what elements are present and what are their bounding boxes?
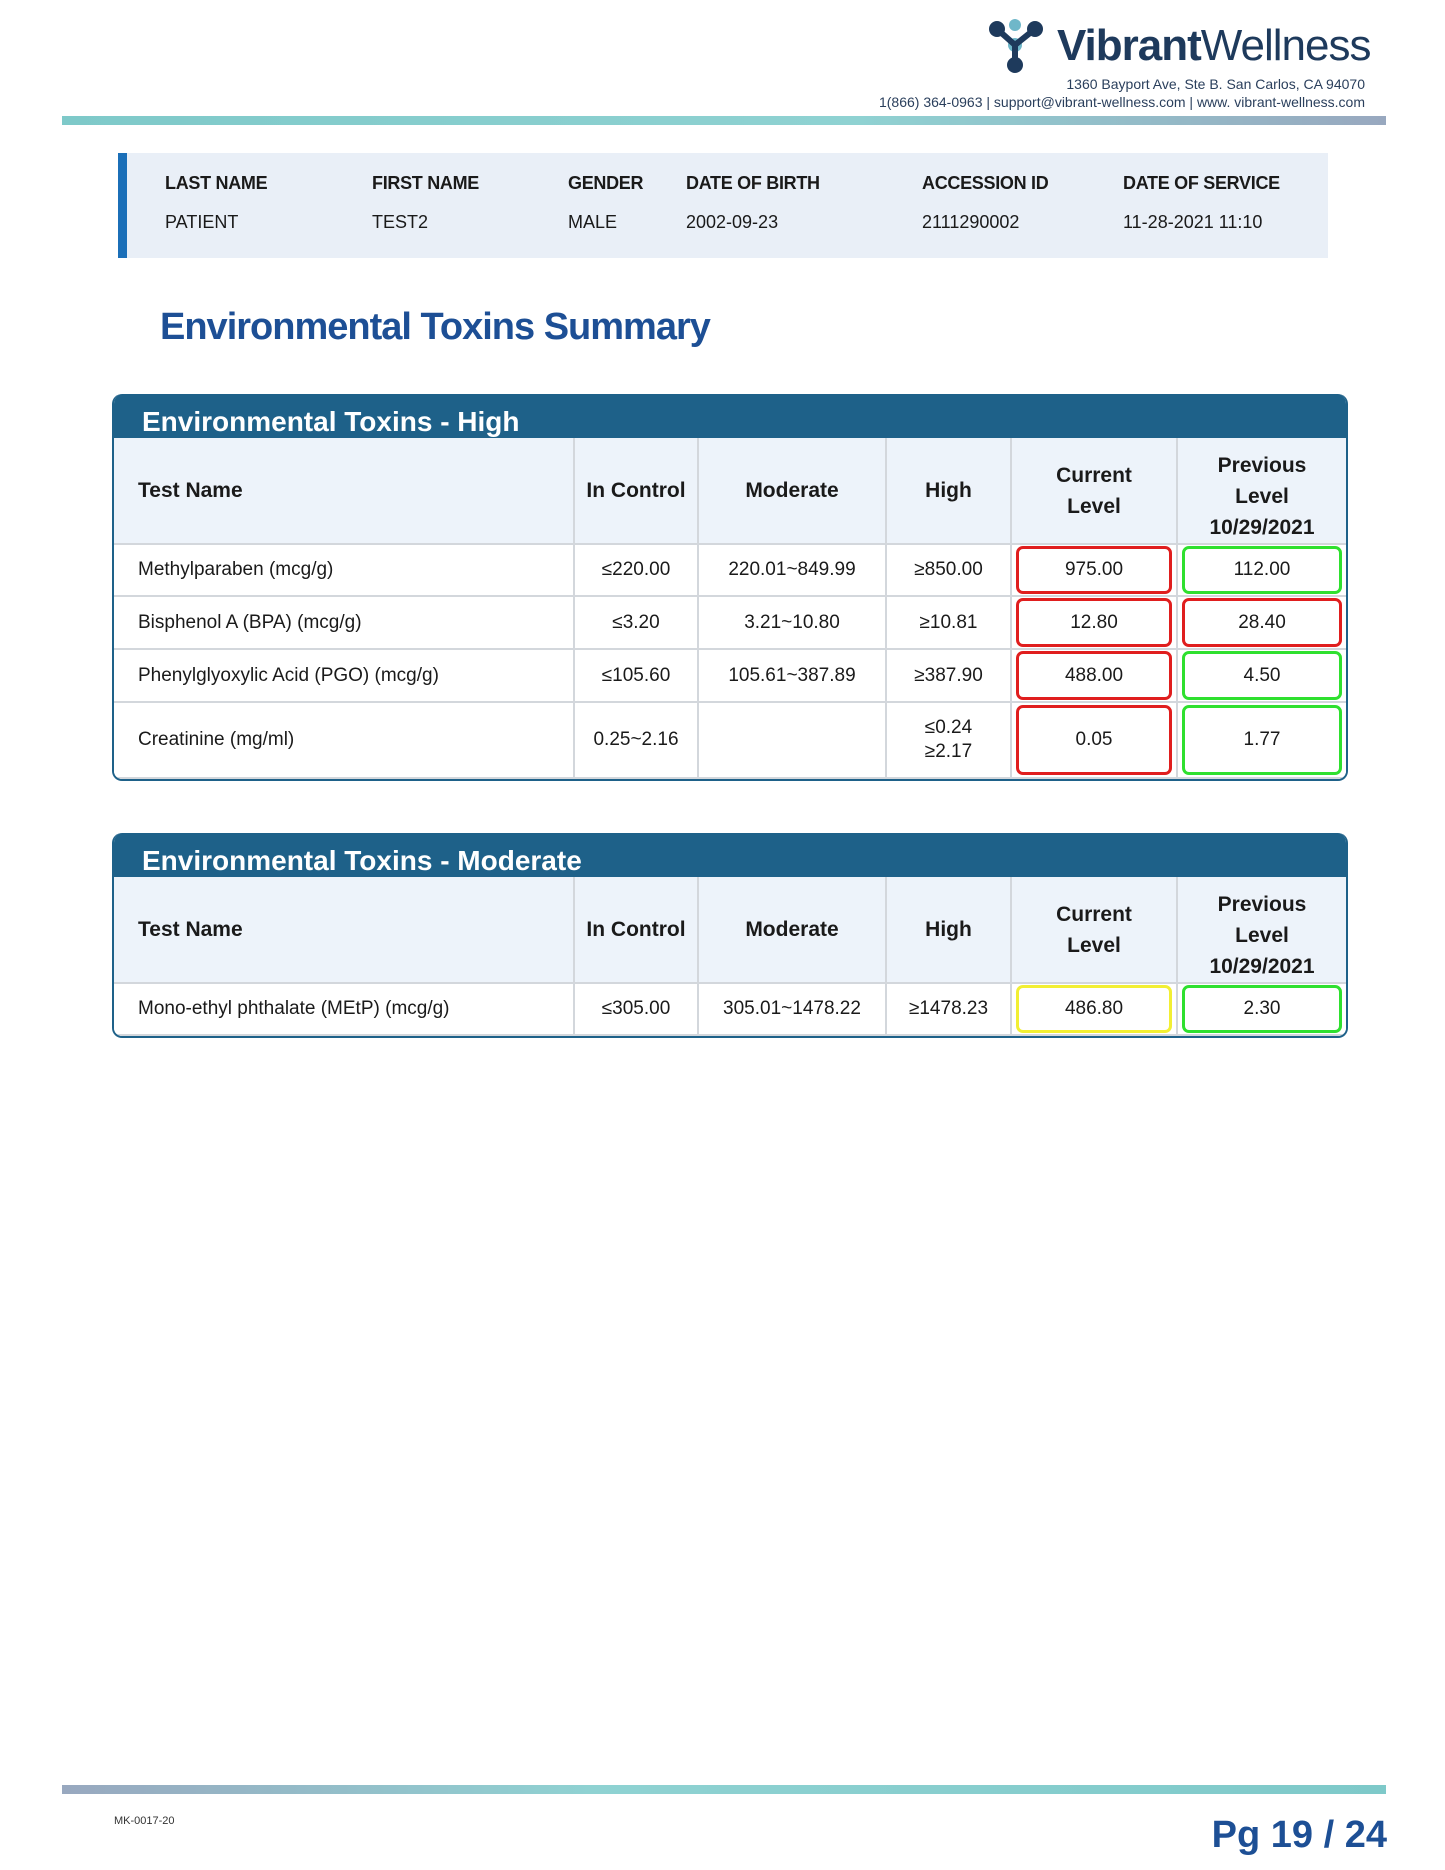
col-high: High: [886, 438, 1011, 544]
moderate-range: [698, 702, 886, 778]
table-row: [114, 983, 1346, 1035]
previous-value-box: 28.40: [1182, 598, 1342, 647]
table-row: [114, 649, 1346, 702]
moderate-range: 105.61~387.89: [698, 649, 886, 702]
previous-level: [1177, 544, 1346, 596]
table-row: [114, 544, 1346, 596]
footer-divider: [62, 1785, 1386, 1794]
high-toxins-panel: [112, 394, 1348, 781]
page-number: Pg 19 / 24: [1211, 1814, 1387, 1856]
gender-label: GENDER: [568, 173, 644, 193]
current-level: [1011, 983, 1177, 1035]
current-level: [1011, 544, 1177, 596]
current-value-box: 0.05: [1016, 705, 1172, 775]
moderate-range: 305.01~1478.22: [698, 983, 886, 1035]
test-name: Methylparaben (mcg/g): [114, 544, 574, 596]
test-name: Mono-ethyl phthalate (MEtP) (mcg/g): [114, 983, 574, 1035]
gender-field: [568, 173, 643, 233]
table-row: [114, 702, 1346, 778]
current-level: [1011, 649, 1177, 702]
previous-level: [1177, 596, 1346, 649]
moderate-range: 220.01~849.99: [698, 544, 886, 596]
in-control-range: ≤220.00: [574, 544, 698, 596]
page-title: Environmental Toxins Summary: [160, 306, 710, 348]
previous-level: [1177, 702, 1346, 778]
previous-level: [1177, 649, 1346, 702]
first-name-label: FIRST NAME: [372, 173, 479, 193]
test-name: Creatinine (mg/ml): [114, 702, 574, 778]
lab-address: 1360 Bayport Ave, Ste B. San Carlos, CA 94070: [1066, 76, 1365, 92]
col-in-control: In Control: [574, 438, 698, 544]
current-level: [1011, 702, 1177, 778]
col-previous-level: Previous Level 10/29/2021: [1177, 438, 1346, 544]
previous-value-box: 2.30: [1182, 985, 1342, 1033]
accession-label: ACCESSION ID: [922, 173, 1049, 193]
current-value-box: 12.80: [1016, 598, 1172, 647]
moderate-range: 3.21~10.80: [698, 596, 886, 649]
previous-value-box: 4.50: [1182, 651, 1342, 700]
col-current-level: Current Level: [1011, 438, 1177, 544]
accession-field: [922, 173, 1048, 233]
current-value-box: 488.00: [1016, 651, 1172, 700]
last-name-label: LAST NAME: [165, 173, 268, 193]
high-range: ≥10.81: [886, 596, 1011, 649]
col-high: High: [886, 877, 1011, 983]
current-value-box: 975.00: [1016, 546, 1172, 594]
vibrant-wellness-logo: [985, 18, 1371, 74]
col-moderate: Moderate: [698, 438, 886, 544]
high-results-table: [114, 438, 1346, 779]
accession-value: 2111290002: [922, 212, 1020, 232]
header-divider: [62, 116, 1386, 125]
high-range: ≤0.24 ≥2.17: [886, 702, 1011, 778]
high-range: ≥1478.23: [886, 983, 1011, 1035]
first-name-value: TEST2: [372, 212, 429, 232]
in-control-range: ≤305.00: [574, 983, 698, 1035]
table-row: [114, 596, 1346, 649]
col-moderate: Moderate: [698, 877, 886, 983]
col-in-control: In Control: [574, 877, 698, 983]
patient-info-box: [118, 153, 1328, 258]
in-control-range: ≤105.60: [574, 649, 698, 702]
col-current-level: Current Level: [1011, 877, 1177, 983]
dob-label: DATE OF BIRTH: [686, 173, 820, 193]
high-panel-title: Environmental Toxins - High: [114, 394, 1346, 438]
lab-contact: 1(866) 364-0963 | support@vibrant-wellness.com | www. vibrant-wellness.com: [878, 94, 1365, 110]
dob-value: 2002-09-23: [686, 212, 779, 232]
test-name: Phenylglyoxylic Acid (PGO) (mcg/g): [114, 649, 574, 702]
test-name: Bisphenol A (BPA) (mcg/g): [114, 596, 574, 649]
last-name-value: PATIENT: [165, 212, 239, 232]
table-header-row: [114, 877, 1346, 983]
previous-value-box: 112.00: [1182, 546, 1342, 594]
last-name-field: [165, 173, 267, 233]
high-range: ≥387.90: [886, 649, 1011, 702]
in-control-range: ≤3.20: [574, 596, 698, 649]
col-test-name: Test Name: [114, 438, 574, 544]
moderate-toxins-panel: [112, 833, 1348, 1038]
previous-level: [1177, 983, 1346, 1035]
table-header-row: [114, 438, 1346, 544]
document-code: MK-0017-20: [114, 1815, 175, 1827]
moderate-panel-title: Environmental Toxins - Moderate: [114, 833, 1346, 877]
moderate-results-table: [114, 877, 1346, 1036]
previous-value-box: 1.77: [1182, 705, 1342, 775]
current-value-box: 486.80: [1016, 985, 1172, 1033]
current-level: [1011, 596, 1177, 649]
service-date-value: 11-28-2021 11:10: [1123, 212, 1263, 232]
col-test-name: Test Name: [114, 877, 574, 983]
service-date-label: DATE OF SERVICE: [1123, 173, 1280, 193]
dob-field: [686, 173, 820, 233]
molecule-logo-icon: [985, 18, 1047, 74]
in-control-range: 0.25~2.16: [574, 702, 698, 778]
first-name-field: [372, 173, 479, 233]
gender-value: MALE: [568, 212, 618, 232]
col-previous-level: Previous Level 10/29/2021: [1177, 877, 1346, 983]
service-date-field: [1123, 173, 1280, 233]
high-range: ≥850.00: [886, 544, 1011, 596]
patient-box-accent: [118, 153, 127, 258]
previous-date: 10/29/2021: [1209, 955, 1315, 978]
previous-date: 10/29/2021: [1209, 516, 1315, 539]
brand-name: VibrantWellness: [1057, 21, 1371, 70]
